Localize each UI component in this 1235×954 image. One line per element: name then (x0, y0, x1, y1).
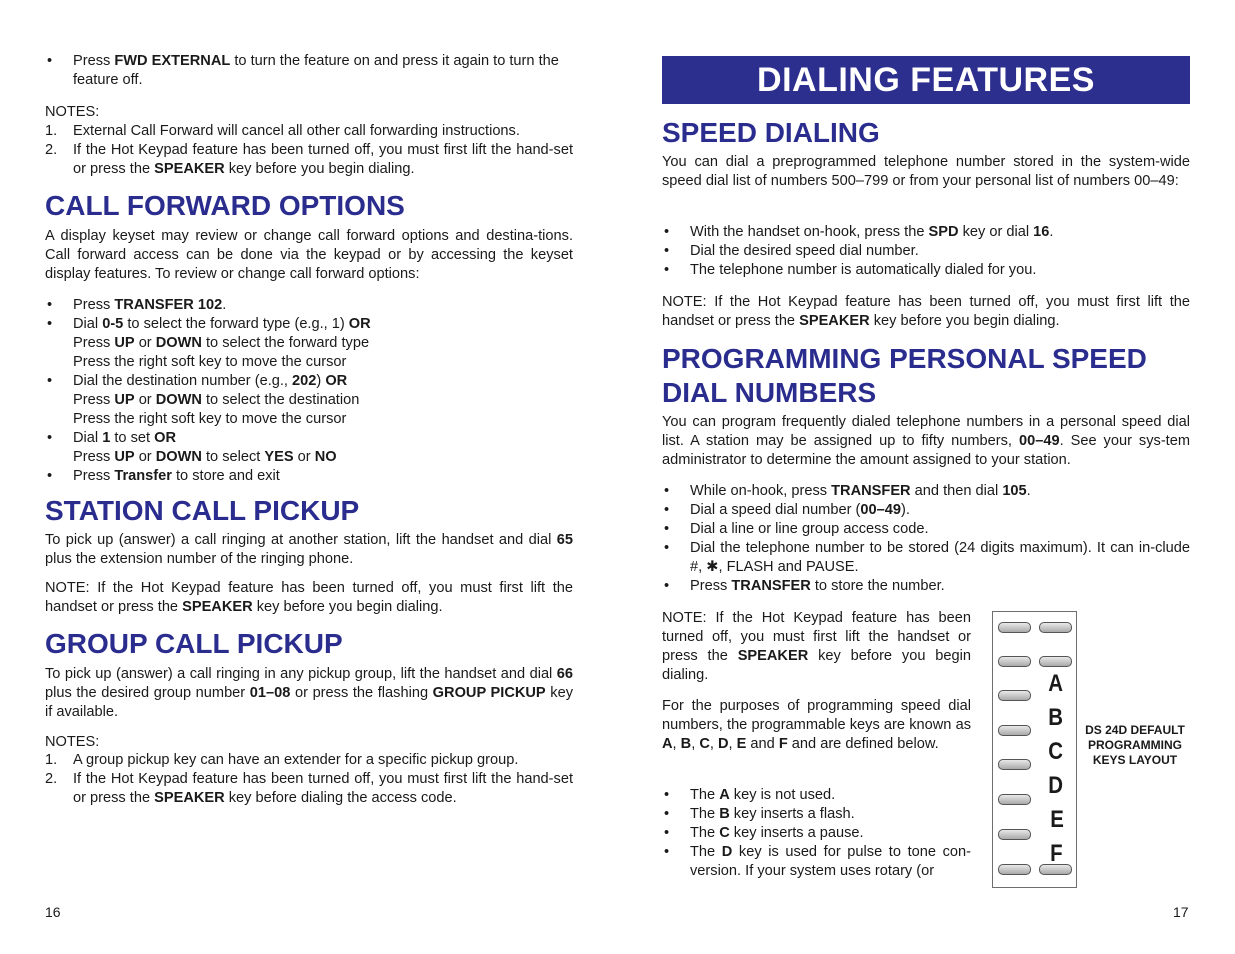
list-item: • Press FWD EXTERNAL to turn the feature on and press it again to turn the feature off. (45, 52, 573, 90)
programmable-key (998, 622, 1031, 633)
list-item: • The A key is not used. (662, 786, 971, 805)
key-label-b: B (1048, 704, 1064, 731)
call-forward-steps (45, 296, 573, 486)
list-item: 1. A group pickup key can have an extender for a specific pickup group. (45, 752, 519, 768)
key-label-a: A (1048, 670, 1064, 697)
station-call-pickup-heading: STATION CALL PICKUP (45, 495, 360, 526)
list-item: 1. External Call Forward will cancel all other call forwarding instructions. (45, 123, 520, 139)
page-number-right: 17 (1173, 904, 1189, 920)
keypad-caption: DS 24D DEFAULT PROGRAMMING KEYS LAYOUT (1085, 723, 1185, 767)
list-item: 2. If the Hot Keypad feature has been turned off, you must first lift the hand-set or press the SPEAKER key before you begin dialing. (45, 142, 573, 177)
programmable-key (1039, 656, 1072, 667)
list-item: • Press Transfer to store and exit (45, 467, 573, 486)
programming-keys-purpose: For the purposes of programming speed dial numbers, the programmable keys are known as A, B, C, D, E and F and are defined below. (662, 698, 971, 752)
list-item: • Dial a line or line group access code. (662, 520, 1190, 539)
group-notes-label: NOTES: (45, 734, 100, 750)
list-item: • Dial the desired speed dial number. (662, 242, 1190, 261)
list-item: • Dial 1 to set OR Press UP or DOWN to select YES or NO (45, 429, 573, 467)
list-item: • The D key is used for pulse to tone con-version. If your system uses rotary (or (662, 843, 971, 881)
list-item: • Dial the destination number (e.g., 202) OR Press UP or DOWN to select the destination Press the right soft key to move the cursor (45, 372, 573, 429)
dialing-features-banner: DIALING FEATURES (662, 56, 1190, 104)
page-number-left: 16 (45, 904, 61, 920)
list-item: • Press TRANSFER 102. (45, 296, 573, 315)
programmable-key (998, 725, 1031, 736)
programmable-key (998, 794, 1031, 805)
programmable-key (998, 864, 1031, 875)
list-item: • Dial the telephone number to be stored (24 digits maximum). It can in-clude #, ✱, FLASH and PAUSE. (662, 539, 1190, 577)
list-item: • Dial 0-5 to select the forward type (e.g., 1) OR Press UP or DOWN to select the forward type Press the right soft key to move the cursor (45, 315, 573, 372)
station-call-pickup-note: NOTE: If the Hot Keypad feature has been turned off, you must first lift the handset or press the SPEAKER key before you begin dialing. (45, 580, 573, 615)
list-item: 2. If the Hot Keypad feature has been turned off, you must first lift the hand-set or press the SPEAKER key before dialing the access code. (45, 771, 573, 806)
group-call-pickup-body: To pick up (answer) a call ringing in any pickup group, lift the handset and dial 66 plus the desired group number 01–08 or press the flashing GROUP PICKUP key if available. (45, 666, 573, 720)
list-item: • The telephone number is automatically dialed for you. (662, 261, 1190, 280)
call-forward-options-body: A display keyset may review or change call forward options and destina-tions. Call forward access can be done via the keypad or by accessing the keyset display features. To review or change call forward options: (45, 228, 573, 282)
programming-steps (662, 482, 1190, 596)
speed-dialing-steps (662, 223, 1190, 280)
speed-dialing-body: You can dial a preprogrammed telephone number stored in the system-wide speed dial list of numbers 500–799 or from your personal list of numbers 00–49: (662, 154, 1190, 189)
speed-dialing-note: NOTE: If the Hot Keypad feature has been turned off, you must first lift the handset or press the SPEAKER key before you begin dialing. (662, 294, 1190, 329)
list-item: • With the handset on-hook, press the SPD key or dial 16. (662, 223, 1190, 242)
key-definitions (662, 786, 971, 881)
group-notes-list (45, 751, 573, 808)
programming-personal-speed-heading: PROGRAMMING PERSONAL SPEED DIAL NUMBERS (662, 343, 1147, 408)
call-forward-options-heading: CALL FORWARD OPTIONS (45, 190, 405, 221)
notes-list (45, 122, 573, 179)
intro-bullets (45, 52, 573, 90)
notes-label: NOTES: (45, 104, 100, 120)
key-label-f: F (1050, 840, 1063, 867)
list-item: • The C key inserts a pause. (662, 824, 971, 843)
list-item: • Press TRANSFER to store the number. (662, 577, 1190, 596)
list-item: • While on-hook, press TRANSFER and then dial 105. (662, 482, 1190, 501)
keypad-diagram (992, 611, 1077, 888)
key-label-d: D (1048, 772, 1064, 799)
programmable-key (1039, 622, 1072, 633)
list-item: • The B key inserts a flash. (662, 805, 971, 824)
programming-note: NOTE: If the Hot Keypad feature has been turned off, you must first lift the handset or press the SPEAKER key before you begin dialing. (662, 610, 971, 683)
programmable-key (998, 759, 1031, 770)
speed-dialing-heading: SPEED DIALING (662, 117, 880, 148)
programmable-key (998, 829, 1031, 840)
programmable-key (998, 656, 1031, 667)
station-call-pickup-body: To pick up (answer) a call ringing at another station, lift the handset and dial 65 plus the extension number of the ringing phone. (45, 532, 573, 567)
key-label-c: C (1048, 738, 1064, 765)
programming-body: You can program frequently dialed telephone numbers in a personal speed dial list. A station may be assigned up to fifty numbers, 00–49. See your sys-tem administrator to determine the amount assigned to your station. (662, 414, 1191, 468)
list-item: • Dial a speed dial number (00–49). (662, 501, 1190, 520)
programmable-key (998, 690, 1031, 701)
group-call-pickup-heading: GROUP CALL PICKUP (45, 628, 343, 659)
key-label-e: E (1050, 806, 1064, 833)
